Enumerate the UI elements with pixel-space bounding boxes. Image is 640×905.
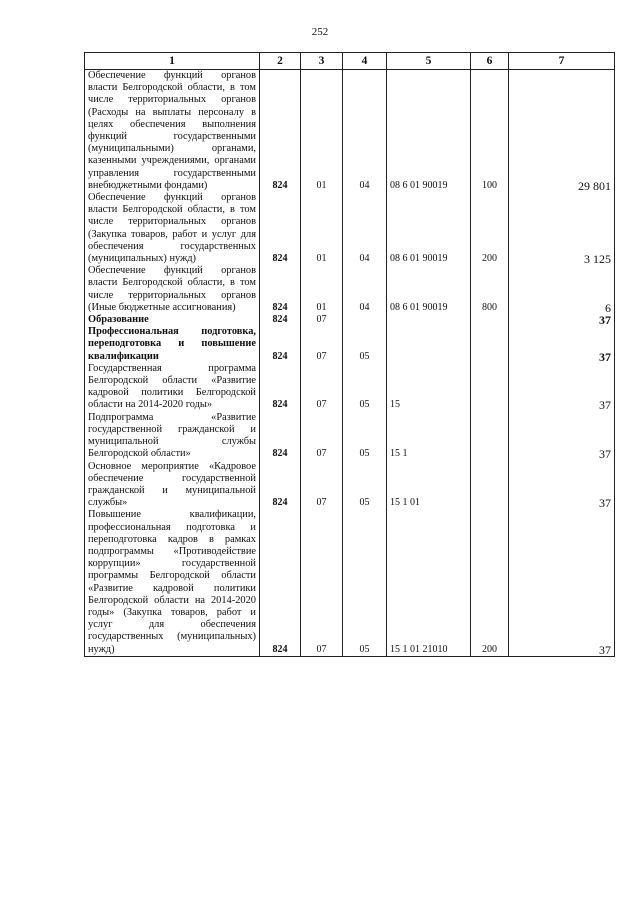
row-amount: 3 125 bbox=[509, 192, 615, 265]
table-row bbox=[85, 461, 615, 510]
table-row bbox=[85, 70, 615, 193]
row-ved-code: 824 bbox=[260, 326, 301, 363]
row-expense-type: 100 bbox=[471, 70, 509, 193]
row-target-article: 08 6 01 90019 bbox=[387, 192, 471, 265]
row-name: Обеспечение функций органов власти Белгородской области, в том числе территориальных органов (Расходы на выплаты персоналу в целях обеспечения выполнения функций государственными (муниципальными) органами, казенными учреждениями, органами управления государственными внебюджетными фондами) bbox=[85, 70, 260, 193]
row-section: 07 bbox=[301, 509, 343, 656]
row-ved-code: 824 bbox=[260, 461, 301, 510]
row-name: Обеспечение функций органов власти Белгородской области, в том числе территориальных органов (Закупка товаров, работ и услуг для обеспечения государственных (муниципальных) нужд) bbox=[85, 192, 260, 265]
budget-table bbox=[84, 52, 615, 657]
row-expense-type bbox=[471, 314, 509, 326]
row-amount: 37 bbox=[509, 509, 615, 656]
row-target-article: 15 bbox=[387, 363, 471, 412]
row-ved-code: 824 bbox=[260, 509, 301, 656]
row-name: Основное мероприятие «Кадровое обеспечение государственной гражданской и муниципальной службы» bbox=[85, 461, 260, 510]
row-subsection: 05 bbox=[343, 326, 387, 363]
row-section: 01 bbox=[301, 192, 343, 265]
row-subsection: 05 bbox=[343, 412, 387, 461]
row-subsection: 05 bbox=[343, 363, 387, 412]
row-section: 07 bbox=[301, 412, 343, 461]
row-name: Образование bbox=[85, 314, 260, 326]
header-col-2: 2 bbox=[260, 53, 301, 70]
header-col-6: 6 bbox=[471, 53, 509, 70]
row-section: 01 bbox=[301, 265, 343, 314]
table-row bbox=[85, 509, 615, 656]
row-ved-code: 824 bbox=[260, 363, 301, 412]
row-subsection: 04 bbox=[343, 265, 387, 314]
row-ved-code: 824 bbox=[260, 314, 301, 326]
row-expense-type bbox=[471, 412, 509, 461]
row-amount: 37 bbox=[509, 314, 615, 326]
row-ved-code: 824 bbox=[260, 265, 301, 314]
row-expense-type bbox=[471, 461, 509, 510]
row-target-article: 08 6 01 90019 bbox=[387, 70, 471, 193]
row-expense-type: 200 bbox=[471, 192, 509, 265]
table-body bbox=[85, 70, 615, 657]
row-target-article bbox=[387, 326, 471, 363]
row-amount: 6 bbox=[509, 265, 615, 314]
row-section: 01 bbox=[301, 70, 343, 193]
table-header bbox=[85, 53, 615, 70]
header-col-4: 4 bbox=[343, 53, 387, 70]
row-amount: 29 801 bbox=[509, 70, 615, 193]
row-section: 07 bbox=[301, 363, 343, 412]
row-section: 07 bbox=[301, 326, 343, 363]
header-col-1: 1 bbox=[85, 53, 260, 70]
row-section: 07 bbox=[301, 314, 343, 326]
row-amount: 37 bbox=[509, 461, 615, 510]
header-col-7: 7 bbox=[509, 53, 615, 70]
row-expense-type: 800 bbox=[471, 265, 509, 314]
row-subsection: 04 bbox=[343, 192, 387, 265]
row-ved-code: 824 bbox=[260, 192, 301, 265]
row-subsection: 05 bbox=[343, 509, 387, 656]
table-row bbox=[85, 192, 615, 265]
row-ved-code: 824 bbox=[260, 70, 301, 193]
row-amount: 37 bbox=[509, 363, 615, 412]
table-row bbox=[85, 363, 615, 412]
row-expense-type bbox=[471, 326, 509, 363]
row-name: Повышение квалификации, профессиональная подготовка и переподготовка кадров в рамках подпрограммы «Противодействие коррупции» государственной программы Белгородской области «Развитие кадровой политики Белгородской области на 2014-2020 годы» (Закупка товаров, работ и услуг для обеспечения государственных (муниципальных) нужд) bbox=[85, 509, 260, 656]
table-row bbox=[85, 326, 615, 363]
row-name: Государственная программа Белгородской области «Развитие кадровой политики Белгородской области на 2014-2020 годы» bbox=[85, 363, 260, 412]
row-section: 07 bbox=[301, 461, 343, 510]
row-subsection bbox=[343, 314, 387, 326]
row-amount: 37 bbox=[509, 412, 615, 461]
table-row bbox=[85, 412, 615, 461]
page-number: 252 bbox=[311, 26, 329, 38]
row-target-article: 15 1 bbox=[387, 412, 471, 461]
row-expense-type: 200 bbox=[471, 509, 509, 656]
row-subsection: 04 bbox=[343, 70, 387, 193]
row-name: Подпрограмма «Развитие государственной гражданской и муниципальной службы Белгородской области» bbox=[85, 412, 260, 461]
header-row bbox=[85, 53, 615, 70]
table-row bbox=[85, 265, 615, 314]
row-target-article bbox=[387, 314, 471, 326]
row-name: Профессиональная подготовка, переподготовка и повышение квалификации bbox=[85, 326, 260, 363]
row-target-article: 15 1 01 21010 bbox=[387, 509, 471, 656]
table-row bbox=[85, 314, 615, 326]
row-name: Обеспечение функций органов власти Белгородской области, в том числе территориальных органов (Иные бюджетные ассигнования) bbox=[85, 265, 260, 314]
row-ved-code: 824 bbox=[260, 412, 301, 461]
row-amount: 37 bbox=[509, 326, 615, 363]
header-col-5: 5 bbox=[387, 53, 471, 70]
header-col-3: 3 bbox=[301, 53, 343, 70]
row-subsection: 05 bbox=[343, 461, 387, 510]
row-expense-type bbox=[471, 363, 509, 412]
row-target-article: 15 1 01 bbox=[387, 461, 471, 510]
row-target-article: 08 6 01 90019 bbox=[387, 265, 471, 314]
